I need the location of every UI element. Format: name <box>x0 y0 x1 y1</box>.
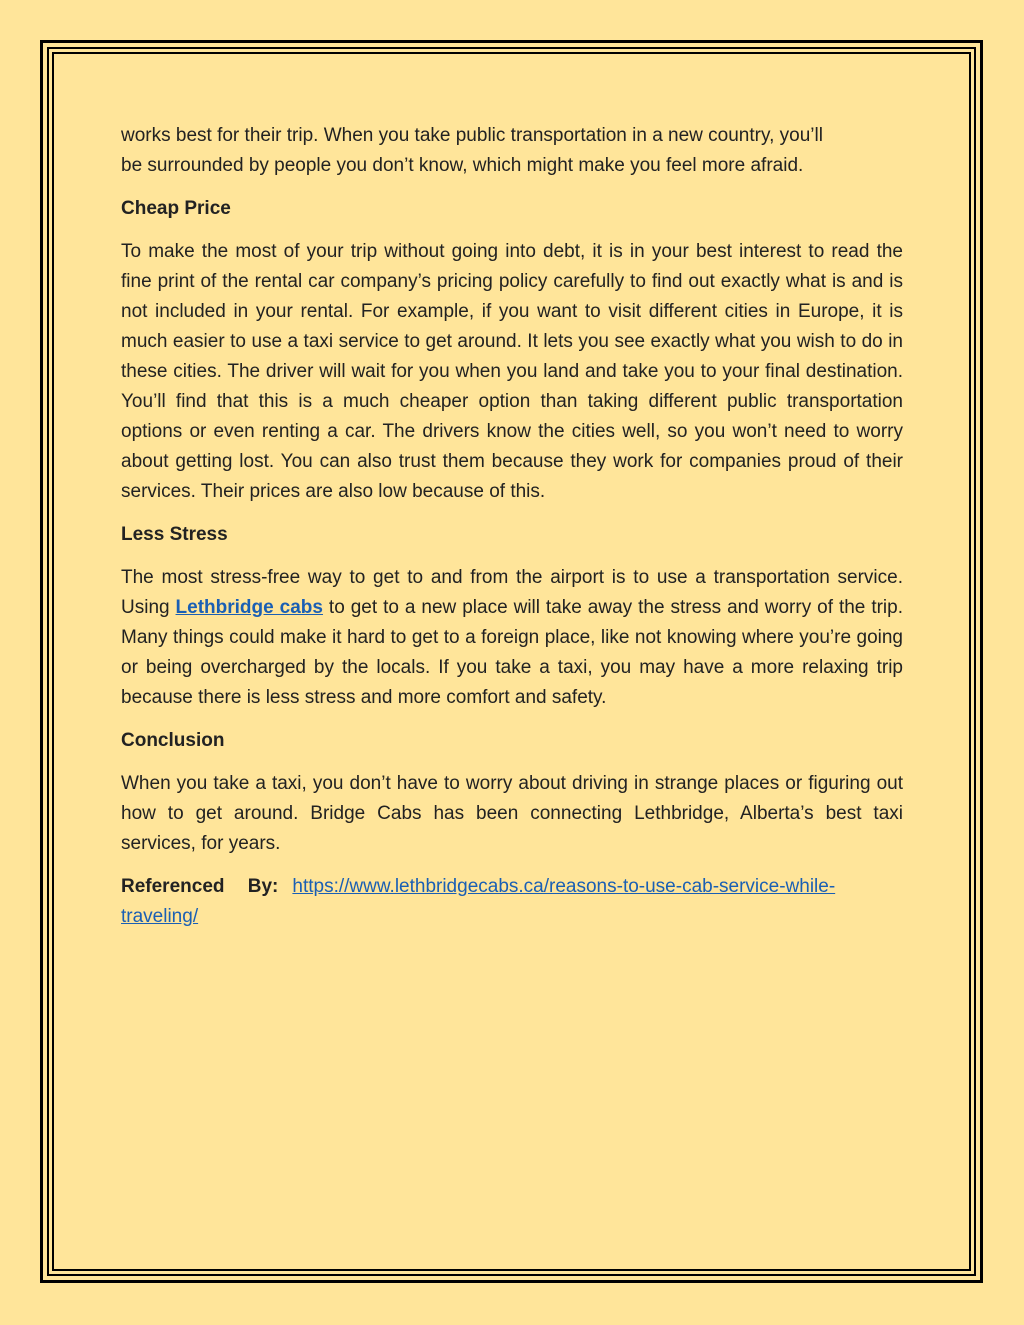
intro-line-2: be surrounded by people you don’t know, which might make you feel more afraid. <box>121 155 804 176</box>
intro-line-1: works best for their trip. When you take public transportation in a new country, you’ll <box>121 125 823 146</box>
intro-paragraph <box>121 121 903 181</box>
less-stress-paragraph <box>121 563 903 713</box>
reference-url-line-2: traveling/ <box>121 906 199 927</box>
lethbridge-cabs-link[interactable]: Lethbridge cabs <box>175 597 323 618</box>
heading-cheap-price: Cheap Price <box>121 198 231 219</box>
heading-less-stress: Less Stress <box>121 524 228 545</box>
document-body <box>121 121 903 945</box>
less-stress-text-after: to get to a new place will take away the stress and worry of the trip. Many things could make it hard to get to a foreign place, like not knowing where you’re going or being overcharged by the locals. If you take a taxi, you may have a more relaxing trip because there is less stress and more comfort and safety. <box>121 597 903 708</box>
less-stress-text-before: The most stress-free way to get to and from the airport is to use a transportation service. Using <box>121 567 903 618</box>
conclusion-paragraph: When you take a taxi, you don’t have to worry about driving in strange places or figuring out how to get around. Bridge Cabs has been connecting Lethbridge, Alberta’s best taxi services, for years. <box>121 773 903 854</box>
reference-paragraph <box>121 872 903 932</box>
referenced-by-label: Referenced By: <box>121 876 279 897</box>
heading-conclusion: Conclusion <box>121 730 225 751</box>
reference-url-line-1: https://www.lethbridgecabs.ca/reasons-to-use-cab-service-while- <box>292 876 836 897</box>
cheap-price-paragraph: To make the most of your trip without going into debt, it is in your best interest to read the fine print of the rental car company’s pricing policy carefully to find out exactly what is and is not included in your rental. For example, if you want to visit different cities in Europe, it is much easier to use a taxi service to get around. It lets you see exactly what you wish to do in these cities. The driver will wait for you when you land and take you to your final destination. You’ll find that this is a much cheaper option than taking different public transportation options or even renting a car. The drivers know the cities well, so you won’t need to worry about getting lost. You can also trust them because they work for companies proud of their services. Their prices are also low because of this. <box>121 241 903 502</box>
